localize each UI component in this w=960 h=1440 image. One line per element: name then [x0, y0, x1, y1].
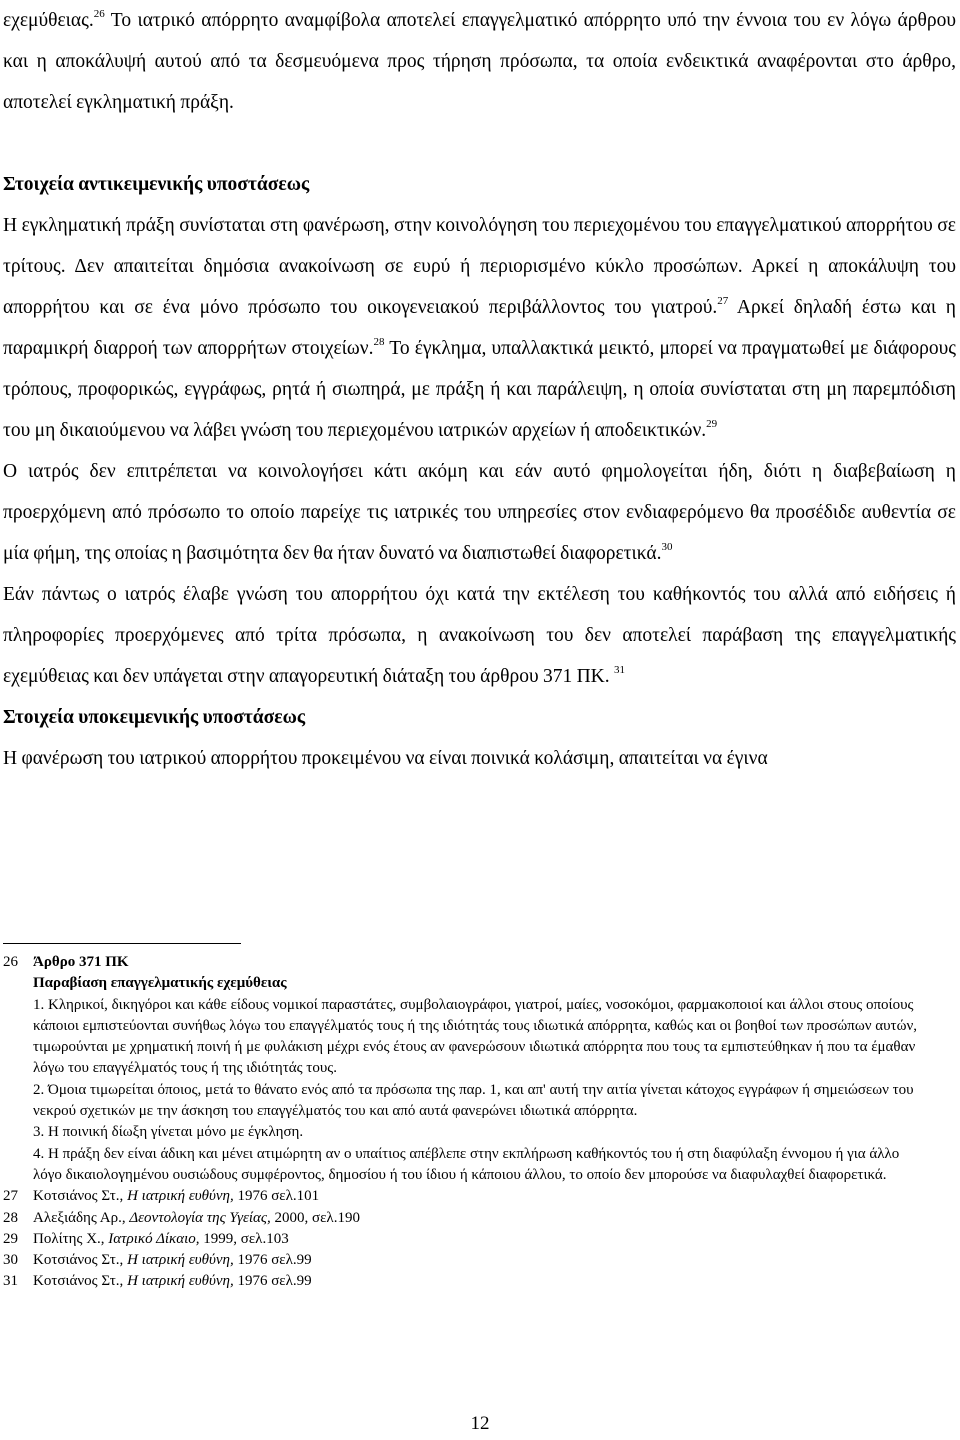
footnote-author: Αλεξιάδης Αρ., — [33, 1209, 130, 1226]
footnote-work-title: Ιατρικό Δίκαιο, — [108, 1230, 200, 1247]
paragraph-text: Ο ιατρός δεν επιτρέπεται να κοινολογήσει κάτι ακόμη και εάν αυτό φημολογείται ήδη, διότι η διαβεβαίωση η προερχόμενη από πρόσωπο το οποίο παρείχε τις ιατρικές του υπηρεσίες στον ενδιαφερόμενο θα προσέδιδε αυθεντία σε μία φήμη, της οποίας η βασιμότητα δεν θα ήταν δυνατό να διαπιστωθεί διαφορετικά. — [3, 461, 956, 564]
footnote-citation: 1976 σελ.99 — [233, 1273, 312, 1290]
heading-objective-elements: Στοιχεία αντικειμενικής υποστάσεως — [3, 174, 310, 195]
footnote-author: Πολίτης Χ., — [33, 1230, 109, 1247]
footnote-ref-28[interactable]: 28 — [373, 336, 385, 348]
footnote-26 — [0, 952, 960, 1186]
footnote-work-title: Η ιατρική ευθύνη, — [127, 1273, 234, 1290]
page-number: 12 — [470, 1413, 490, 1434]
footnote-29 — [0, 1229, 960, 1250]
paragraph-text: Το έγκλημα, υπαλλακτικά μεικτό, μπορεί να πραγματωθεί με διάφορους τρόπους, προφορικώς, εγγράφως, ρητά ή σιωπηρά, με πράξη ή και παράλειψη, η οποία συνίσταται στη μη παρεμπόδιση του μη δικαιούμενου να λάβει γνώση του περιεχομένου ιατρικών αρχείων ή αποδεικτικών. — [3, 338, 957, 441]
footnote-paragraph: 1. Κληρικοί, δικηγόροι και κάθε είδους νομικοί παραστάτες, συμβολαιογράφοι, γιατροί, μαίες, νοσοκόμοι, φαρμακοποιοί και άλλοι στους οποίους κάποιοι εμπιστεύονται συνήθως λόγω του επαγγέλματός τους ή της ιδιότητάς τους ιδιωτικά απόρρητα, καθώς και οι βοηθοί των προσώπων αυτών, τιμωρούνται με χρηματική ποινή ή με φυλάκιση μέχρι ενός έτους αν φανερώσουν ιδιωτικά απόρρητα που τους τα εμπιστεύθηκαν ή που τα έμαθαν λόγω του επαγγέλματός τους ή της ιδιότητάς τους. — [33, 996, 917, 1077]
footnote-28 — [0, 1208, 960, 1229]
paragraph-text: Εάν πάντως ο ιατρός έλαβε γνώση του απορρήτου όχι κατά την εκτέλεση του καθήκοντός του αλλά από ειδήσεις ή πληροφορίες προερχόμενες από τρίτα πρόσωπα, η ανακοίνωση του δεν αποτελεί παράβαση της επαγγελματικής εχεμύθειας και δεν υπάγεται στην απαγορευτική διάταξη του άρθρου 371 ΠΚ. — [3, 584, 956, 687]
paragraph-2 — [0, 205, 960, 451]
paragraph-3 — [0, 451, 960, 574]
paragraph-text: εχεμύθειας. — [3, 10, 94, 31]
footnote-ref-27[interactable]: 27 — [717, 295, 729, 307]
paragraph-text: Αρκεί δηλαδή έστω και η παραμικρή διαρροή των απορρήτων στοιχείων. — [3, 297, 956, 359]
footnote-paragraph: 2. Όμοια τιμωρείται όποιος, μετά το θάνατο ενός από τα πρόσωπα της παρ. 1, και απ' αυτή την αιτία γίνεται κάτοχος εγγράφων ή σημειώσεων του νεκρού σχετικών με την άσκηση του επαγγέλματός του και από αυτά φανερώνει ιδιωτικά απόρρητα. — [33, 1081, 914, 1120]
footnote-work-title: Δεοντολογία της Υγείας, — [129, 1209, 271, 1226]
footnote-author: Κοτσιάνος Στ., — [33, 1188, 128, 1205]
footnote-citation: 1976 σελ.99 — [233, 1252, 312, 1269]
footnote-number: 27 — [3, 1188, 18, 1205]
footnotes — [0, 952, 960, 1293]
footnote-number: 26 — [3, 954, 18, 970]
footnote-work-title: Η ιατρική ευθύνη, — [127, 1188, 234, 1205]
footnote-title: Άρθρο 371 ΠΚ — [33, 954, 129, 970]
paragraph-text: Η εγκληματική πράξη συνίσταται στη φανέρωση, στην κοινολόγηση του περιεχομένου του επαγγελματικού απορρήτου σε τρίτους. Δεν απαιτείται δημόσια ανακοίνωση σε ευρύ ή περιορισμένο κύκλο προσώπων. Αρκεί η αποκάλυψη του απορρήτου και σε ένα μόνο πρόσωπο του οικογενειακού περιβάλλοντος του γιατρού. — [3, 215, 956, 318]
paragraph-4 — [0, 574, 960, 697]
blank-line — [0, 123, 960, 164]
footnote-number: 28 — [3, 1209, 18, 1226]
footnote-author: Κοτσιάνος Στ., — [33, 1273, 128, 1290]
footnote-separator — [3, 943, 241, 944]
footnote-number: 29 — [3, 1230, 18, 1247]
footnote-paragraph: 3. Η ποινική δίωξη γίνεται μόνο με έγκληση. — [33, 1124, 304, 1141]
footnote-subtitle: Παραβίαση επαγγελματικής εχεμύθειας — [33, 975, 287, 992]
footnote-citation: 1999, σελ.103 — [199, 1230, 289, 1247]
footnote-paragraph: 4. Η πράξη δεν είναι άδικη και μένει ατιμώρητη αν ο υπαίτιος απέβλεπε στην εκπλήρωση καθήκοντός του ή στη διαφύλαξη έννομου ή για άλλο λόγο δικαιολογημένου ουσιώδους συμφέροντος, δημοσίου ή του ίδιου ή κάποιου άλλου, το οποίο δεν μπορούσε να διαφυλαχθεί διαφορετικά. — [33, 1145, 900, 1183]
footnote-citation: 2000, σελ.190 — [270, 1209, 360, 1226]
footnote-30 — [0, 1250, 960, 1271]
footnote-27 — [0, 1186, 960, 1207]
footnote-work-title: Η ιατρική ευθύνη, — [127, 1252, 234, 1269]
footnote-number: 31 — [3, 1273, 18, 1290]
paragraph-1 — [0, 0, 960, 123]
footnote-ref-26[interactable]: 26 — [93, 8, 105, 20]
footnote-31 — [0, 1271, 960, 1292]
footnote-citation: 1976 σελ.101 — [233, 1188, 320, 1205]
paragraph-5: Η φανέρωση του ιατρικού απορρήτου προκειμένου να είναι ποινικά κολάσιμη, απαιτείται να έγινα — [3, 748, 768, 769]
footnote-ref-31[interactable]: 31 — [614, 664, 626, 676]
footnote-number: 30 — [3, 1252, 18, 1269]
footnote-author: Κοτσιάνος Στ., — [33, 1252, 128, 1269]
paragraph-text: Το ιατρικό απόρρητο αναμφίβολα αποτελεί επαγγελματικό απόρρητο υπό την έννοια του εν λόγω άρθρου και η αποκάλυψή αυτού από τα δεσμευόμενα προς τήρηση πρόσωπα, τα οποία ενδεικτικά αναφέρονται στο άρθρο, αποτελεί εγκληματική πράξη. — [3, 10, 956, 113]
heading-subjective-elements: Στοιχεία υποκειμενικής υποστάσεως — [3, 707, 306, 728]
footnote-ref-30[interactable]: 30 — [661, 541, 673, 553]
footnote-ref-29[interactable]: 29 — [706, 418, 718, 430]
